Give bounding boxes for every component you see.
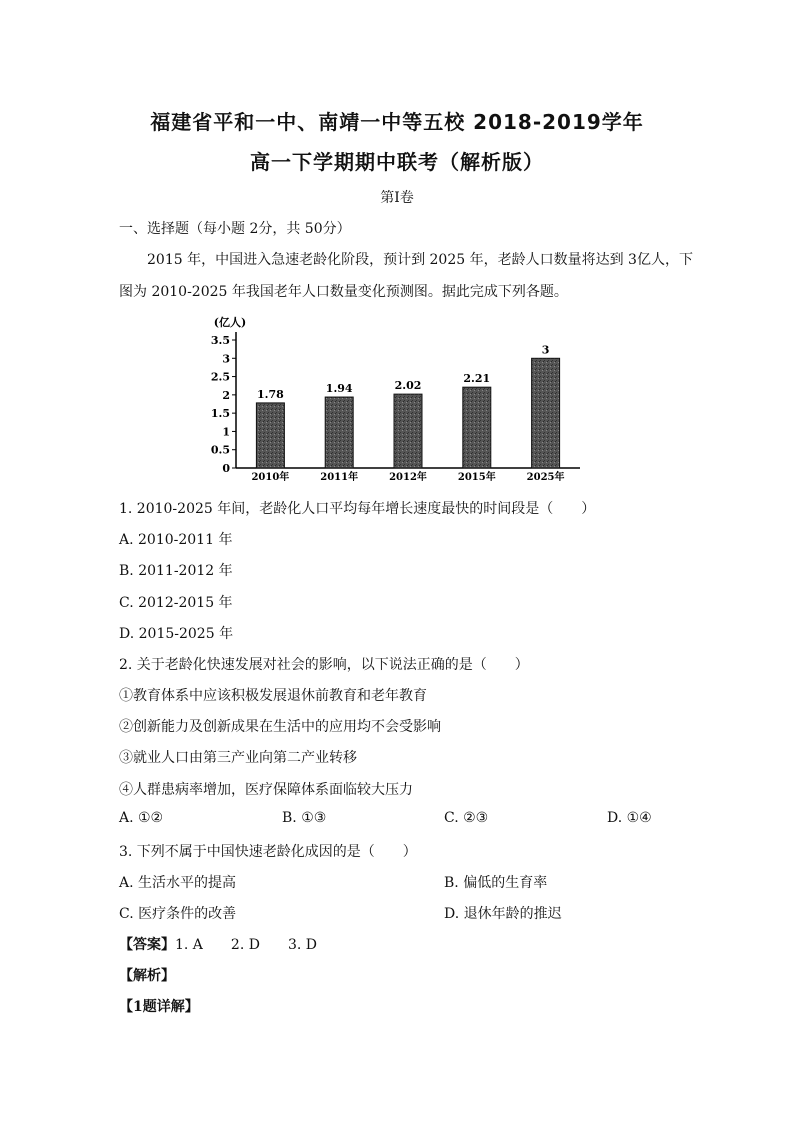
bar: [532, 358, 560, 468]
analysis-label: 【解析】: [119, 968, 175, 984]
bar: [325, 397, 353, 468]
detail-label: 【1题详解】: [119, 999, 199, 1015]
bar: [394, 394, 422, 468]
intro-line-1: 2015 年，中国进入急速老龄化阶段，预计到 2025 年，老龄人口数量将达到 3亿人，下: [147, 252, 693, 268]
y-tick-label: 2.5: [210, 370, 230, 384]
document-title-line2: 高一下学期期中联考（解析版）: [250, 150, 544, 174]
bar-value-label: 3: [541, 343, 550, 357]
q1-option-d: D. 2015-2025 年: [119, 626, 234, 642]
q3-option-d: D. 退休年龄的推迟: [444, 906, 562, 922]
q2-option-d: D. ①④: [607, 810, 652, 826]
y-tick-label: 2: [222, 388, 230, 402]
bar-value-label: 1.78: [257, 387, 284, 401]
x-tick-label: 2010年: [251, 472, 290, 483]
bar-value-label: 1.94: [325, 382, 353, 396]
x-tick-label: 2015年: [457, 472, 496, 483]
answer-label: 【答案】: [119, 937, 175, 953]
q2-option-a: A. ①②: [119, 810, 164, 826]
y-tick-label: 0: [222, 462, 230, 475]
section-heading: 一、选择题（每小题 2分，共 50分）: [119, 221, 351, 237]
y-tick-label: 1: [222, 425, 230, 439]
question-1-stem: 1. 2010-2025 年间，老龄化人口平均每年增长速度最快的时间段是（ ）: [119, 501, 596, 517]
y-tick-label: 3: [222, 352, 230, 366]
bar-value-label: 2.02: [394, 379, 422, 393]
intro-line-2: 图为 2010-2025 年我国老年人口数量变化预测图。据此完成下列各题。: [119, 284, 568, 300]
q2-option-b: B. ①③: [282, 810, 327, 826]
q2-statement-4: ④人群患病率增加，医疗保障体系面临较大压力: [119, 782, 413, 798]
q3-option-b: B. 偏低的生育率: [444, 875, 548, 891]
y-tick-label: 1.5: [210, 407, 230, 421]
bar-chart-svg: [200, 308, 590, 488]
q1-option-b: B. 2011-2012 年: [119, 563, 233, 579]
q1-option-a: A. 2010-2011 年: [119, 532, 233, 548]
q2-option-c: C. ②③: [444, 810, 489, 826]
answer-text: 1. A 2. D 3. D: [175, 937, 317, 953]
q1-option-c: C. 2012-2015 年: [119, 595, 233, 611]
question-2-stem: 2. 关于老龄化快速发展对社会的影响，以下说法正确的是（ ）: [119, 657, 529, 673]
x-tick-label: 2012年: [389, 472, 427, 483]
x-tick-label: 2025年: [526, 472, 565, 483]
q2-statement-3: ③就业人口由第三产业向第二产业转移: [119, 750, 357, 766]
y-axis-label: (亿人): [213, 316, 247, 329]
bar-value-label: 2.21: [463, 372, 491, 386]
q2-statement-1: ①教育体系中应该积极发展退休前教育和老年教育: [119, 688, 427, 704]
y-tick-label: 0.5: [210, 443, 230, 457]
y-tick-label: 3.5: [210, 334, 230, 347]
bar: [463, 387, 491, 468]
bar: [256, 403, 284, 468]
answer-line: [119, 934, 317, 954]
elderly-population-chart: [200, 308, 590, 488]
x-tick-label: 2011年: [320, 472, 359, 483]
volume-label: 第Ⅰ卷: [380, 190, 414, 206]
q2-statement-2: ②创新能力及创新成果在生活中的应用均不会受影响: [119, 719, 441, 735]
question-3-stem: 3. 下列不属于中国快速老龄化成因的是（ ）: [119, 844, 417, 860]
q3-option-a: A. 生活水平的提高: [119, 875, 237, 891]
document-title-line1: 福建省平和一中、南靖一中等五校 2018-2019学年: [150, 110, 644, 134]
q3-option-c: C. 医疗条件的改善: [119, 906, 237, 922]
